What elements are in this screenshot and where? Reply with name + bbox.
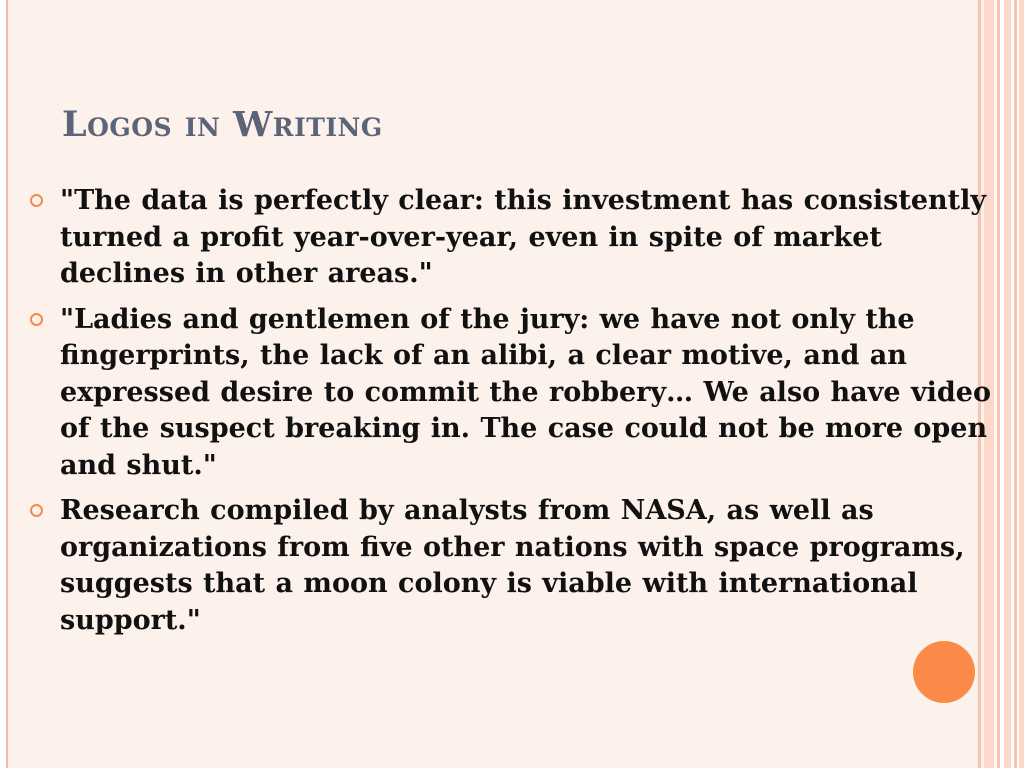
bullet-item-1 [30, 183, 1002, 293]
bullet-list [30, 183, 1002, 648]
slide-title: Logos in Writing [62, 104, 383, 145]
ring-bullet-icon [30, 313, 43, 326]
decorative-stripe [1014, 0, 1017, 768]
bullet-item-3 [30, 493, 1002, 639]
bullet-text: Research compiled by analysts from NASA, as well as organizations from five other nations with space programs, suggests that a moon colony is viable with international support." [60, 495, 965, 636]
decorative-stripe [1004, 0, 1011, 768]
ring-bullet-icon [30, 504, 43, 517]
bullet-text: "Ladies and gentlemen of the jury: we have not only the fingerprints, the lack of an alibi, a clear motive, and an expressed desire to commit the robbery… We also have video of the suspect breaking in. The case could not be more open and shut." [60, 303, 991, 481]
ring-bullet-icon [30, 194, 43, 207]
orange-circle-icon [913, 641, 975, 703]
decorative-stripe [1019, 0, 1024, 768]
bullet-text: "The data is perfectly clear: this investment has consistently turned a profit year-over-year, even in spite of market declines in other areas." [60, 185, 987, 289]
left-border-line [6, 0, 8, 768]
bullet-item-2 [30, 302, 1002, 485]
